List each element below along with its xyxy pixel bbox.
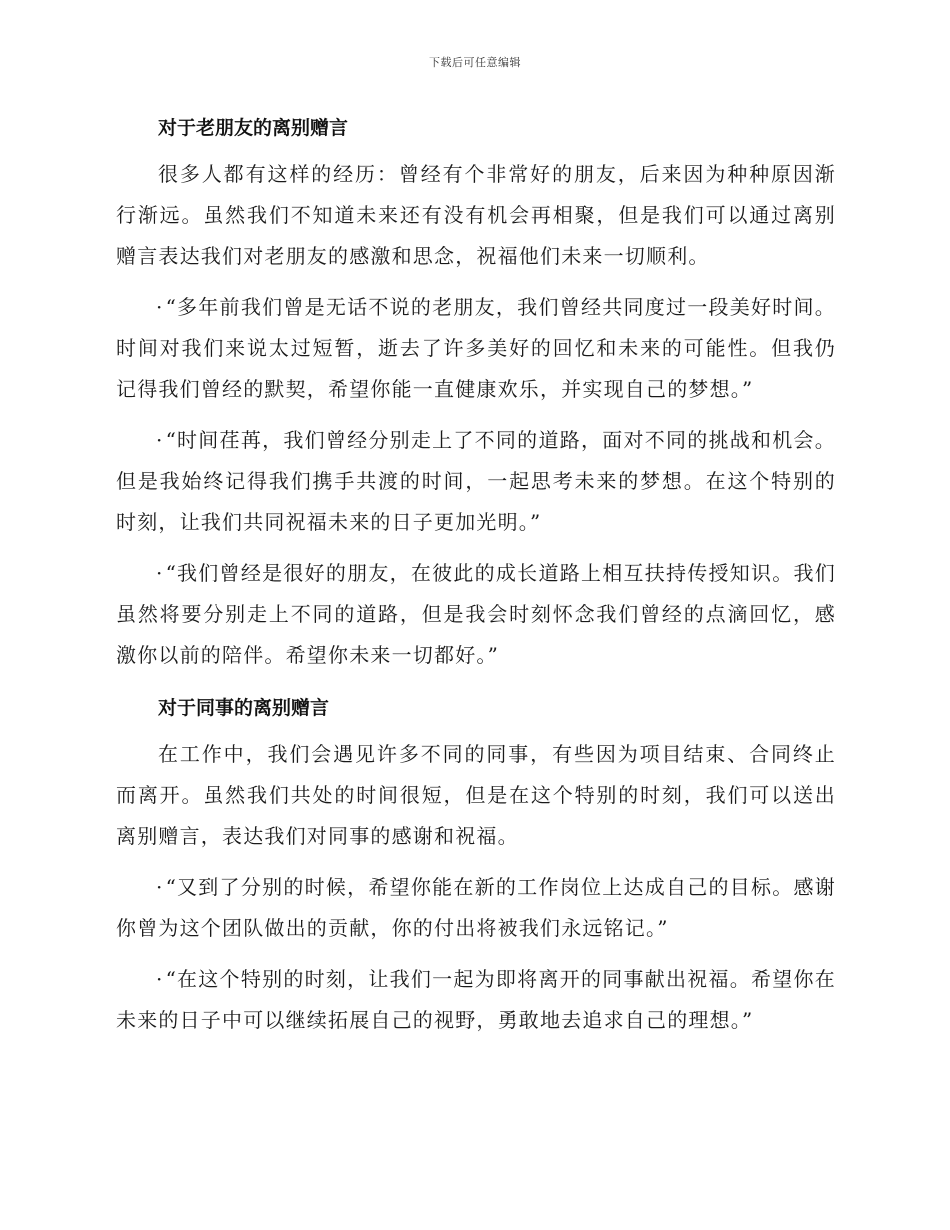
section-intro: 很多人都有这样的经历：曾经有个非常好的朋友，后来因为种种原因渐行渐远。虽然我们不知道未来还有没有机会再相聚，但是我们可以通过离别赠言表达我们对老朋友的感激和思念，祝福他们未来一切顺利。 xyxy=(116,162,836,268)
section-intro: 在工作中，我们会遇见许多不同的同事，有些因为项目结束、合同终止而离开。虽然我们共处的时间很短，但是在这个特别的时刻，我们可以送出离别赠言，表达我们对同事的感谢和祝福。 xyxy=(116,742,836,848)
quote-item xyxy=(116,287,836,410)
document-body xyxy=(116,108,836,1051)
bullet-dot: · xyxy=(156,561,164,585)
quote-text: “时间荏苒，我们曾经分别走上了不同的道路，面对不同的挑战和机会。但是我始终记得我们携手共渡的时间，一起思考未来的梦想。在这个特别的时刻，让我们共同祝福未来的日子更加光明。” xyxy=(116,428,836,534)
quote-item xyxy=(116,867,836,949)
section-heading: 对于同事的离别赠言 xyxy=(158,697,330,719)
quote-text: “在这个特别的时刻，让我们一起为即将离开的同事献出祝福。希望你在未来的日子中可以继续拓展自己的视野，勇敢地去追求自己的理想。” xyxy=(116,967,836,1032)
quote-text: “我们曾经是很好的朋友，在彼此的成长道路上相互扶持传授知识。我们虽然将要分别走上不同的道路，但是我会时刻怀念我们曾经的点滴回忆，感激你以前的陪伴。希望你未来一切都好。” xyxy=(116,561,836,667)
bullet-dot: · xyxy=(156,295,164,319)
quote-text: “多年前我们曾是无话不说的老朋友，我们曾经共同度过一段美好时间。时间对我们来说太过短暂，逝去了许多美好的回忆和未来的可能性。但我仍记得我们曾经的默契，希望你能一直健康欢乐，并实现自己的梦想。” xyxy=(116,295,836,401)
bullet-dot: · xyxy=(156,967,164,991)
section-old-friends xyxy=(116,108,836,676)
quote-item xyxy=(116,420,836,543)
header-note: 下载后可任意编辑 xyxy=(429,56,521,69)
quote-item xyxy=(116,959,836,1041)
bullet-dot: · xyxy=(156,875,164,899)
quote-item xyxy=(116,553,836,676)
section-colleagues xyxy=(116,688,836,1041)
quote-text: “又到了分别的时候，希望你能在新的工作岗位上达成自己的目标。感谢你曾为这个团队做出的贡献，你的付出将被我们永远铭记。” xyxy=(116,875,836,940)
section-heading: 对于老朋友的离别赠言 xyxy=(158,117,349,139)
bullet-dot: · xyxy=(156,428,164,452)
